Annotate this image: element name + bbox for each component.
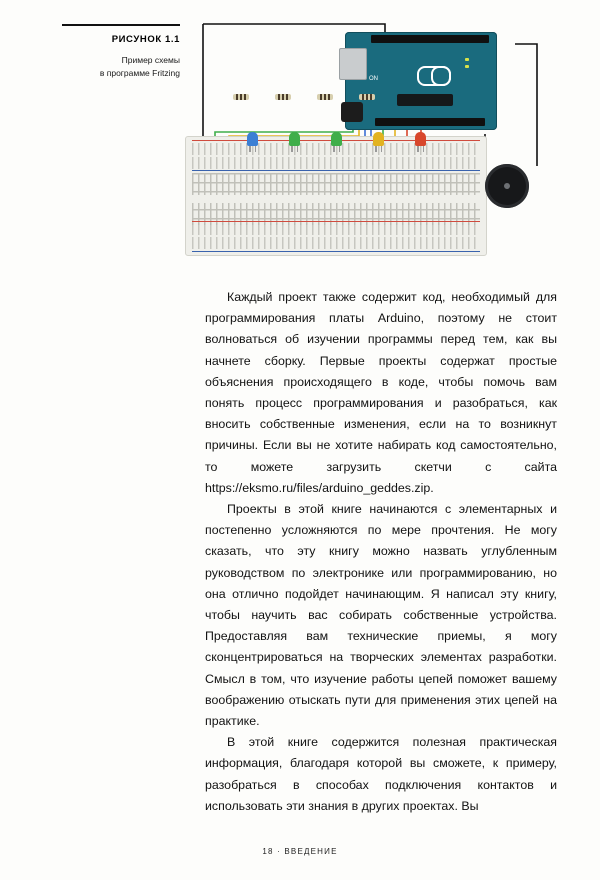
figure-label: РИСУНОК 1.1 bbox=[111, 34, 180, 45]
arduino-board bbox=[345, 32, 497, 130]
resistor bbox=[359, 94, 375, 100]
board-led-2 bbox=[465, 65, 469, 68]
board-led-1 bbox=[465, 58, 469, 61]
board-mark-label: ON bbox=[369, 76, 378, 82]
power-jack bbox=[341, 102, 363, 122]
rail-line-blue-top bbox=[192, 170, 480, 171]
breadboard-center-gap bbox=[192, 195, 480, 203]
led-green-2 bbox=[331, 132, 342, 146]
figure-caption bbox=[60, 24, 180, 80]
paragraph-2: Проекты в этой книге начинаются с элементарных и постепенно усложняются по мере прочтения. Не могу сказать, что эту книгу можно назвать углубленным руководством по электронике или программированию, но она отлично подойдет начинающим. Я написал эту книгу, чтобы научить вас собирать собственные устройства. Предоставляя вам технические приемы, я могу сконцентрироваться на творческих элементах разработки. Смысл в том, что изучение работы цепей поможет вашему воображению отыскать пути для применения этих цепей на практике. bbox=[205, 502, 557, 729]
breadboard bbox=[185, 136, 487, 256]
resistor bbox=[317, 94, 333, 100]
arduino-logo-icon bbox=[417, 66, 451, 86]
figure-caption-line-2: в программе Fritzing bbox=[99, 67, 180, 78]
figure-image bbox=[185, 14, 560, 276]
body-text bbox=[205, 287, 557, 817]
resistor bbox=[275, 94, 291, 100]
header-bottom bbox=[375, 118, 485, 126]
piezo-buzzer bbox=[485, 164, 529, 208]
paragraph-3: В этой книге содержится полезная практическая информация, благодаря которой вы сможете, к примеру, разобраться в способах подключения контактов и использовать эти знания в других проектах. Вы bbox=[205, 735, 557, 813]
led-red bbox=[415, 132, 426, 146]
led-blue bbox=[247, 132, 258, 146]
header-top bbox=[371, 35, 489, 43]
led-green-1 bbox=[289, 132, 300, 146]
usb-port bbox=[339, 48, 367, 80]
resistor bbox=[233, 94, 249, 100]
caption-rule bbox=[62, 24, 180, 26]
rail-bottom-2 bbox=[192, 237, 480, 249]
rail-top-2 bbox=[192, 157, 480, 169]
rail-line-blue-bottom bbox=[192, 251, 480, 252]
figure-caption-line-1: Пример схемы bbox=[121, 55, 180, 65]
page-footer: 18 · ВВЕДЕНИЕ bbox=[262, 847, 338, 856]
rail-line-red-bottom bbox=[192, 221, 480, 222]
microcontroller-chip bbox=[397, 94, 453, 106]
paragraph-1: Каждый проект также содержит код, необходимый для программирования платы Arduino, поэтому не стоит волноваться об изучении программы перед тем, как вы начнете сборку. Первые проекты содержат простые объяснения происходящего в коде, чтобы помочь вам понять процесс программирования и разобраться, как вносить собственные изменения, если на то возникнут причины. Если вы не хотите набирать код самостоятельно, то можете загрузить скетчи с сайта https://eksmo.ru/files/arduino_geddes.zip. bbox=[205, 290, 557, 495]
led-yellow bbox=[373, 132, 384, 146]
rail-bottom-1 bbox=[192, 223, 480, 235]
